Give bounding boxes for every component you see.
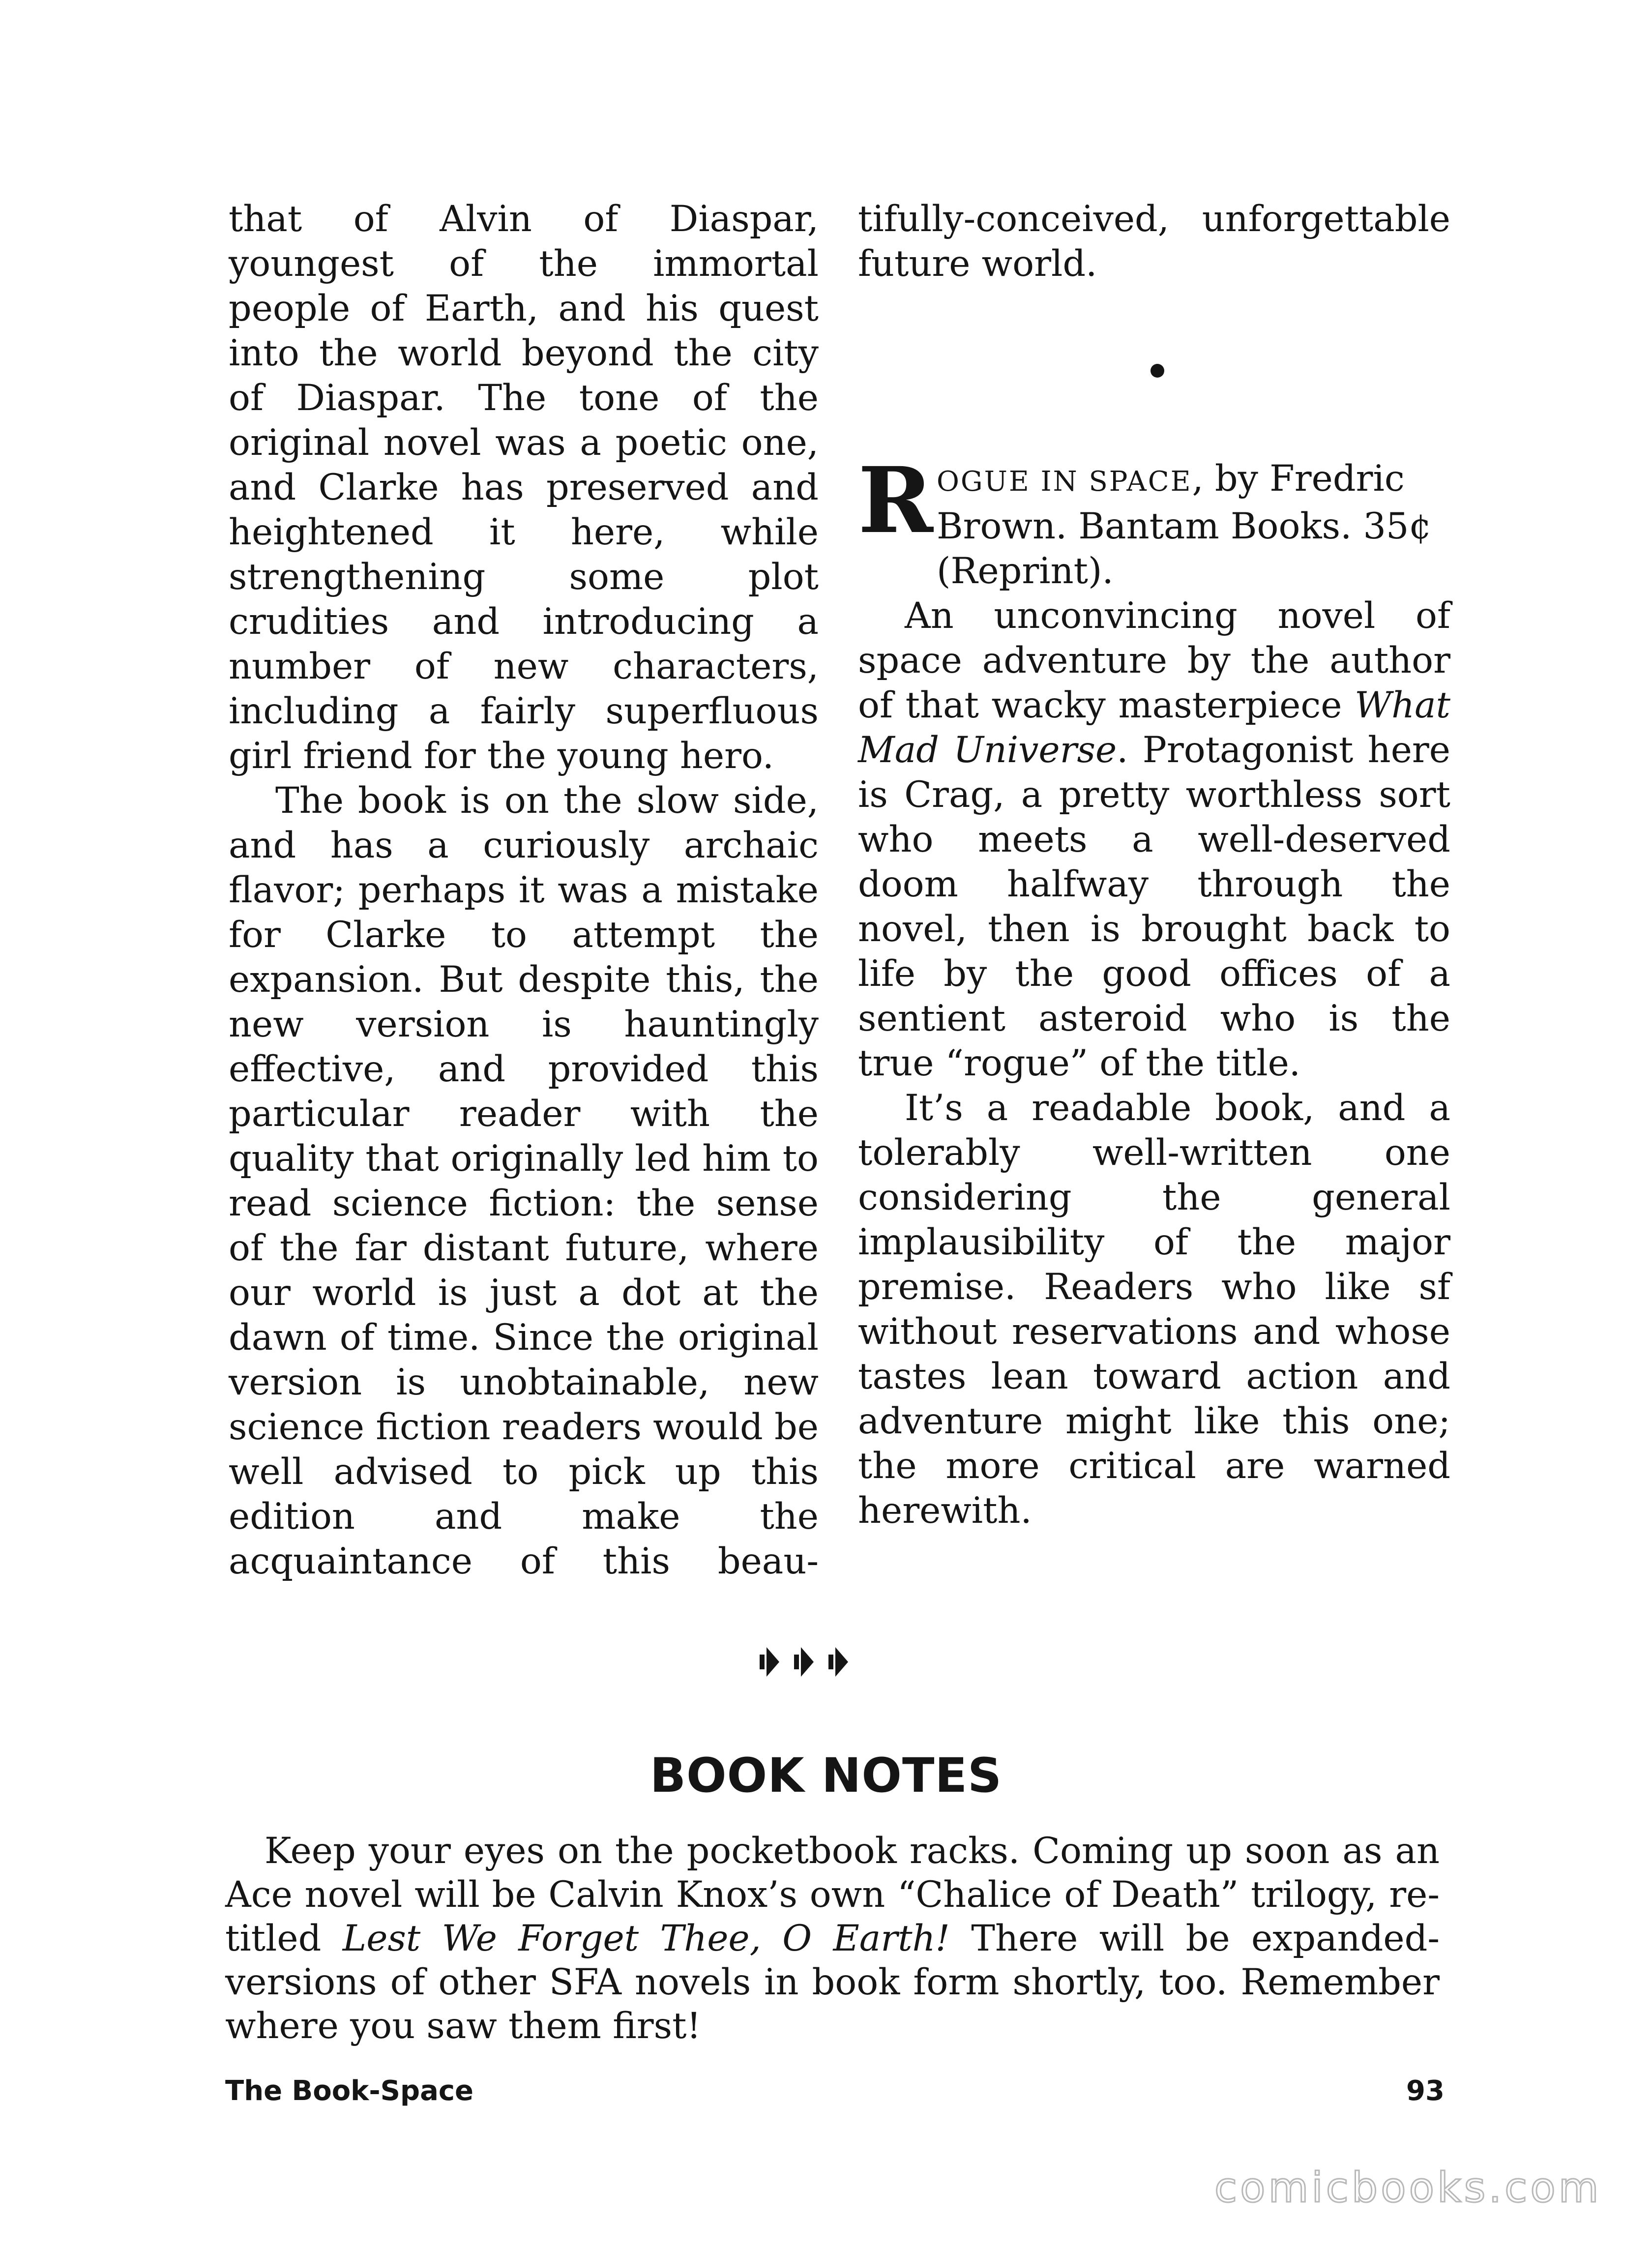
book-title-italic: What Mad Universe	[858, 684, 1450, 771]
triangle-ornament	[760, 1642, 917, 1682]
review-heading	[858, 447, 1450, 593]
right-paragraph-1-text: An unconvincing novel of space adventure by the author of that wacky masterpiece	[858, 595, 1450, 726]
book-notes-text-start: Keep your eyes on the pocketbook racks. Coming up soon as an Ace novel will be Calvin Knox’s own “Chalice of Death” trilogy, re-titled	[225, 1830, 1440, 1959]
right-paragraph-2: It’s a readable book, and a tolerably well-written one considering the general implausibility of the major premise. Readers who like sf without reservations and whose tastes lean toward action and adventure might like this one; the more critical are warned herewith.	[858, 1087, 1450, 1532]
right-paragraph-1	[858, 593, 1450, 1086]
right-continuation: tifully-conceived, unforgettable future world.	[858, 198, 1450, 285]
review-title: OGUE IN SPACE	[937, 466, 1192, 498]
left-column	[229, 197, 819, 1584]
right-column	[858, 197, 1450, 1533]
page-number: 93	[1406, 2075, 1445, 2107]
triangle-icon	[760, 1647, 779, 1677]
left-paragraph-2: The book is on the slow side, and has a curiously archaic flavor; perhaps it was a mistake for Clarke to attempt the expansion. But despite this, the new version is hauntingly effective, and provided this particular reader with the quality that originally led him to read science fiction: the sense of the far distant future, where our world is just a dot at the dawn of time. Since the original version is unobtainable, new science fiction readers would be well advised to pick up this edition and make the acquaintance of this beau-	[229, 780, 819, 1582]
book-notes-heading: BOOK NOTES	[649, 1748, 1003, 1803]
triangle-icon	[794, 1647, 814, 1677]
section-divider-dot	[1150, 364, 1164, 378]
right-paragraph-1-text-end: . Protagonist here is Crag, a pretty worthless sort who meets a well-deserved doom halfway through the novel, then is brought back to life by the good offices of a sentient asteroid who is the true “rogue” of the title.	[858, 729, 1450, 1084]
review-byline: , by Fredric Brown. Bantam Books. 35¢ (Reprint).	[937, 458, 1432, 592]
triangle-icon	[828, 1647, 848, 1677]
watermark: comicbooks.com	[1214, 2163, 1602, 2212]
running-footer-section: The Book-Space	[225, 2075, 474, 2107]
drop-cap: R	[858, 447, 933, 554]
book-notes-text	[225, 1829, 1440, 2048]
book-notes-italic-title: Lest We Forget Thee, O Earth!	[342, 1918, 950, 1959]
left-paragraph-1: that of Alvin of Diaspar, youngest of the immortal people of Earth, and his quest into the world beyond the city of Diaspar. The tone of the original novel was a poetic one, and Clarke has preserved and heightened it here, while strengthening some plot crudities and introducing a number of new characters, including a fairly superfluous girl friend for the young hero.	[229, 198, 819, 777]
book-notes-text-end: There will be expanded-versions of other SFA novels in book form shortly, too. Remember where you saw them first!	[225, 1918, 1440, 2047]
